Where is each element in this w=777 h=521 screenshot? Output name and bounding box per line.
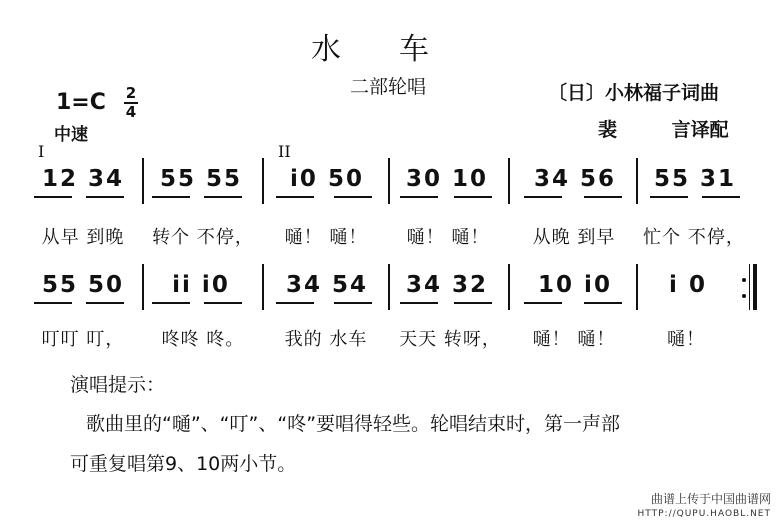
beam [34, 196, 72, 198]
measure-lyrics: 忙个 不停， [643, 227, 745, 248]
measure-notes: ii i0 [172, 272, 230, 298]
measure-notes: i0 50 [290, 166, 364, 192]
repeat-thin-barline [749, 264, 750, 310]
beam [334, 196, 372, 198]
measure-lyrics: 嗵！ [667, 329, 705, 350]
measure-lyrics: 我的 水车 [284, 329, 368, 350]
watermark-text: 曲谱上传于中国曲谱网 [650, 492, 771, 506]
beam [584, 302, 622, 304]
key-signature: 1=C [56, 90, 106, 115]
time-signature-bottom: 4 [125, 103, 137, 121]
beam [152, 196, 190, 198]
beam [650, 196, 688, 198]
beam [454, 196, 492, 198]
repeat-dot [742, 294, 746, 298]
barline [262, 158, 264, 204]
measure-lyrics: 从晚 到早 [532, 227, 616, 248]
performance-note-line: 可重复唱第9、10两小节。 [70, 453, 297, 475]
barline [262, 264, 264, 310]
composer-credit: 〔日〕小林福子词曲 [548, 82, 720, 104]
beam [524, 196, 562, 198]
beam [702, 196, 740, 198]
measure-lyrics: 嗵！ 嗵！ [406, 227, 490, 248]
part-mark-1: I [38, 142, 45, 161]
repeat-dot [742, 278, 746, 282]
beam [34, 302, 72, 304]
performance-note-line: 歌曲里的“嗵”、“叮”、“咚”要唱得轻些。轮唱结束时，第一声部 [86, 413, 621, 435]
measure-notes: 34 54 [285, 272, 369, 298]
barline [142, 158, 144, 204]
barline [508, 158, 510, 204]
beam [400, 302, 438, 304]
beam [152, 302, 190, 304]
measure-lyrics: 咚咚 咚。 [161, 329, 245, 350]
beam [204, 196, 242, 198]
measure-lyrics: 天天 转呀， [399, 329, 501, 350]
repeat-thick-barline [753, 264, 757, 310]
measure-lyrics: 叮叮 叮， [41, 329, 125, 350]
measure-lyrics: 从早 到晚 [41, 227, 125, 248]
beam [276, 196, 314, 198]
tempo-marking: 中速 [54, 125, 88, 145]
beam [86, 196, 124, 198]
barline [636, 264, 638, 310]
time-signature [124, 86, 138, 120]
song-title: 水车 [311, 32, 487, 67]
performance-notes-title: 演唱提示： [70, 374, 166, 396]
translator-credit: 裴 言译配 [598, 119, 729, 141]
barline [142, 264, 144, 310]
beam [204, 302, 242, 304]
barline [388, 158, 390, 204]
measure-lyrics: 转个 不停， [152, 227, 254, 248]
measure-notes: 55 55 [159, 166, 243, 192]
beam [524, 302, 562, 304]
beam [584, 196, 622, 198]
beam [86, 302, 124, 304]
measure-notes: 10 i0 [538, 272, 612, 298]
subtitle: 二部轮唱 [350, 76, 427, 98]
measure-lyrics: 嗵！ 嗵！ [532, 329, 616, 350]
time-signature-top: 2 [125, 84, 137, 102]
measure-notes: 34 56 [533, 166, 617, 192]
barline [636, 158, 638, 204]
part-mark-2: II [278, 142, 291, 161]
measure-notes: 12 34 [41, 166, 125, 192]
beam [454, 302, 492, 304]
barline [508, 264, 510, 310]
measure-notes: 34 32 [405, 272, 489, 298]
beam [276, 302, 314, 304]
measure-notes: 55 50 [41, 272, 125, 298]
measure-notes: 55 31 [653, 166, 737, 192]
barline [388, 264, 390, 310]
beam [334, 302, 372, 304]
beam [400, 196, 438, 198]
measure-notes: 30 10 [405, 166, 489, 192]
measure-lyrics: 嗵！ 嗵！ [284, 227, 368, 248]
watermark-url: HTTP://QUPU.HAOBL.NET [637, 509, 771, 519]
measure-notes: i 0 [669, 272, 707, 298]
